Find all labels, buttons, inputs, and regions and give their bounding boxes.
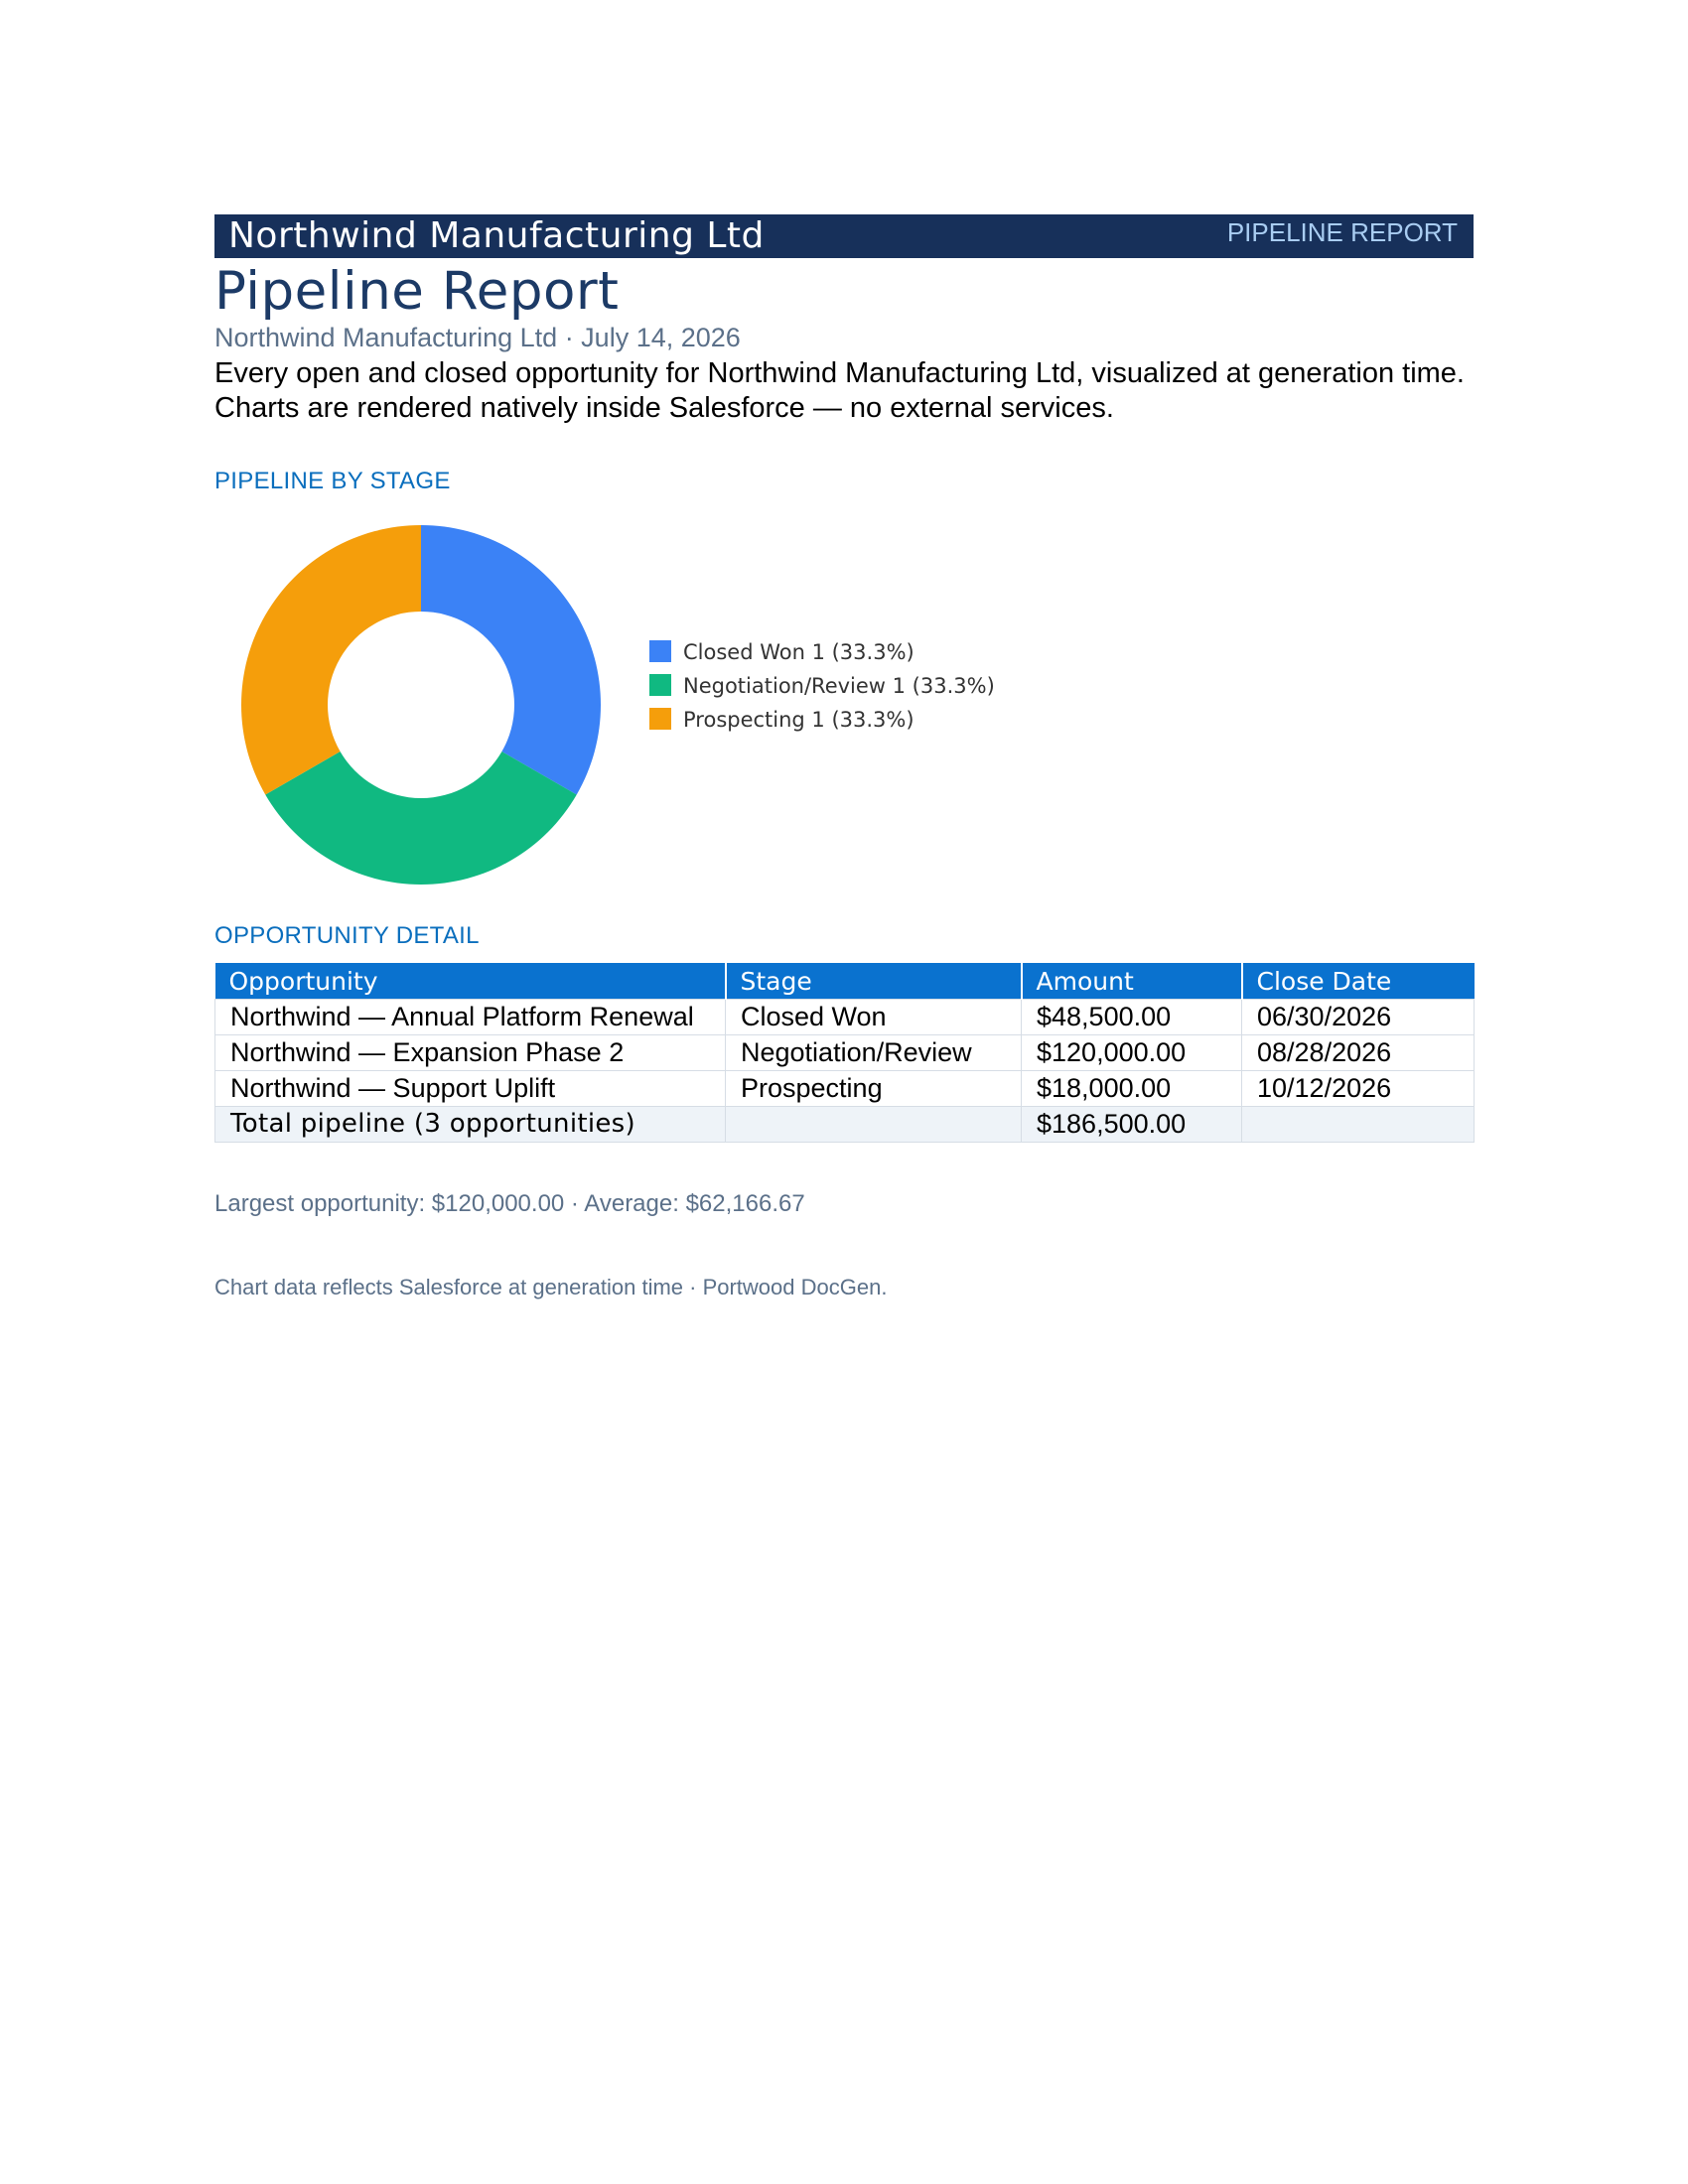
report-banner (214, 214, 1474, 258)
opportunity-detail-heading: OPPORTUNITY DETAIL (214, 922, 480, 949)
total-amount: $186,500.00 (1022, 1107, 1242, 1143)
table-total-row (215, 1107, 1475, 1143)
intro-paragraph: Every open and closed opportunity for Northwind Manufacturing Ltd, visualized at generation time. Charts are rendered natively inside Salesforce — no external services. (214, 357, 1465, 424)
cell-amount: $120,000.00 (1022, 1035, 1242, 1071)
column-header-amount: Amount (1022, 963, 1242, 1000)
cell-close-date: 06/30/2026 (1242, 1000, 1475, 1035)
column-header-opportunity: Opportunity (215, 963, 726, 1000)
legend-swatch (649, 708, 671, 730)
column-header-stage: Stage (726, 963, 1022, 1000)
opportunity-table (214, 963, 1475, 1143)
cell-opportunity: Northwind — Expansion Phase 2 (215, 1035, 726, 1071)
total-date-empty (1242, 1107, 1475, 1143)
cell-opportunity: Northwind — Annual Platform Renewal (215, 1000, 726, 1035)
donut-slice-closed-won (421, 525, 601, 795)
banner-company-name: Northwind Manufacturing Ltd (228, 215, 765, 256)
donut-slice-negotiation-review (265, 751, 577, 885)
table-row (215, 1000, 1475, 1035)
cell-close-date: 10/12/2026 (1242, 1071, 1475, 1107)
legend-swatch (649, 640, 671, 662)
donut-slice-prospecting (241, 525, 421, 795)
table-row (215, 1035, 1475, 1071)
pipeline-donut-chart (214, 506, 1474, 909)
legend-label: Prospecting 1 (33.3%) (683, 708, 914, 732)
pipeline-summary: Largest opportunity: $120,000.00 · Average: $62,166.67 (214, 1190, 805, 1217)
cell-stage: Prospecting (726, 1071, 1022, 1107)
total-stage-empty (726, 1107, 1022, 1143)
cell-close-date: 08/28/2026 (1242, 1035, 1475, 1071)
cell-opportunity: Northwind — Support Uplift (215, 1071, 726, 1107)
table-header-row (215, 963, 1475, 1000)
report-footnote: Chart data reflects Salesforce at generation time · Portwood DocGen. (214, 1275, 888, 1299)
column-header-close-date: Close Date (1242, 963, 1475, 1000)
page-title: Pipeline Report (214, 261, 620, 322)
total-label: Total pipeline (3 opportunities) (215, 1107, 726, 1143)
legend-swatch (649, 674, 671, 696)
table-row (215, 1071, 1475, 1107)
banner-report-label: PIPELINE REPORT (1226, 217, 1458, 247)
legend-label: Closed Won 1 (33.3%) (683, 640, 914, 664)
page-subtitle: Northwind Manufacturing Ltd · July 14, 2026 (214, 323, 741, 352)
cell-amount: $18,000.00 (1022, 1071, 1242, 1107)
cell-stage: Closed Won (726, 1000, 1022, 1035)
pipeline-by-stage-heading: PIPELINE BY STAGE (214, 468, 451, 494)
report-page (214, 214, 1474, 1301)
donut-chart-svg (214, 506, 632, 909)
legend-label: Negotiation/Review 1 (33.3%) (683, 674, 995, 698)
cell-stage: Negotiation/Review (726, 1035, 1022, 1071)
cell-amount: $48,500.00 (1022, 1000, 1242, 1035)
